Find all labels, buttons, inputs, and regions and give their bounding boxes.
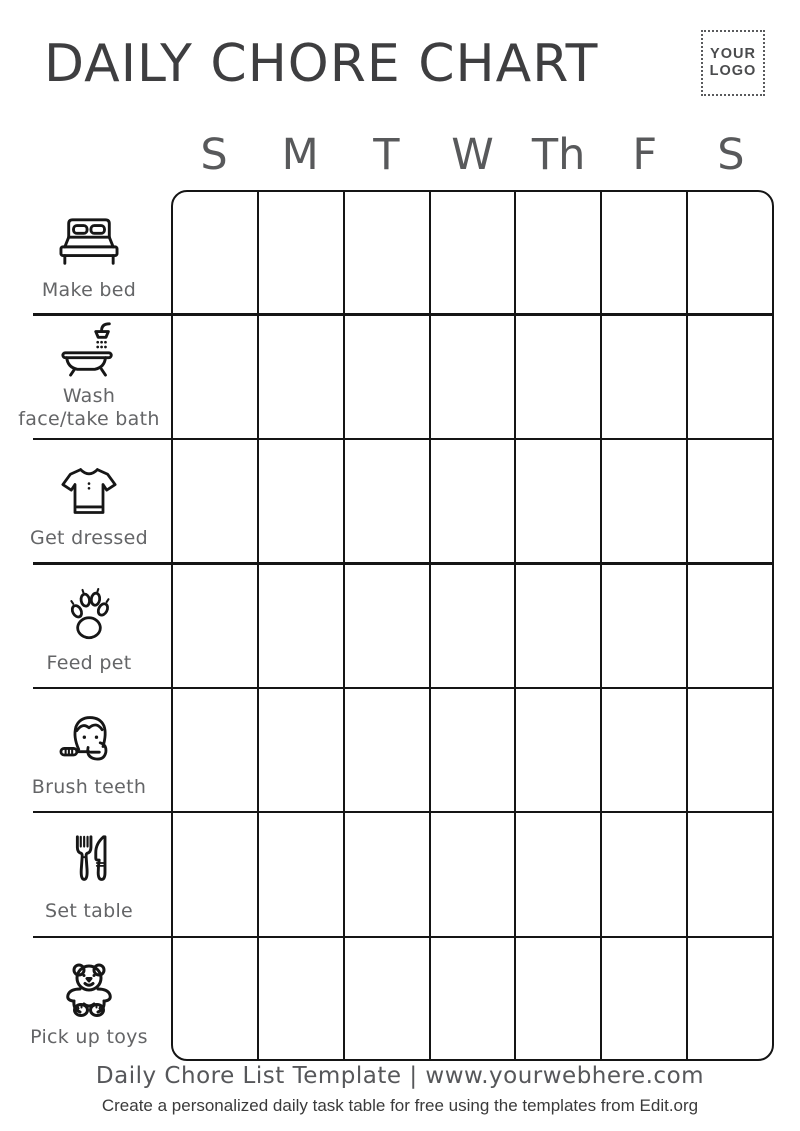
chore-cell-make-bed-col3[interactable]	[345, 192, 429, 316]
chore-cell-get-dressed-col2[interactable]	[259, 440, 343, 564]
chore-cell-brush-teeth-col1[interactable]	[173, 687, 257, 811]
chore-row-make-bed	[8, 190, 170, 314]
chore-cell-make-bed-col1[interactable]	[173, 192, 257, 316]
day-label-thursday: Th	[531, 130, 586, 180]
chore-cell-feed-pet-col6[interactable]	[602, 564, 686, 688]
chore-cell-set-table-col6[interactable]	[602, 811, 686, 935]
chore-cell-set-table-col2[interactable]	[259, 811, 343, 935]
chore-cell-wash-face-col4[interactable]	[431, 316, 515, 440]
chore-cell-brush-teeth-col4[interactable]	[431, 687, 515, 811]
day-column-4	[431, 192, 517, 1059]
logo-text	[710, 46, 757, 81]
chore-label: Get dressed	[30, 526, 148, 549]
chore-cell-feed-pet-col5[interactable]	[516, 564, 600, 688]
chore-cell-get-dressed-col1[interactable]	[173, 440, 257, 564]
chore-cell-pick-up-toys-col7[interactable]	[688, 935, 772, 1059]
chore-cell-wash-face-col2[interactable]	[259, 316, 343, 440]
chore-cell-set-table-col7[interactable]	[688, 811, 772, 935]
chore-cell-get-dressed-col6[interactable]	[602, 440, 686, 564]
chore-cell-brush-teeth-col5[interactable]	[516, 687, 600, 811]
chore-cell-brush-teeth-col7[interactable]	[688, 687, 772, 811]
tooth-brushing-face-icon	[55, 711, 123, 769]
chore-cell-set-table-col1[interactable]	[173, 811, 257, 935]
day-column-3	[345, 192, 431, 1059]
day-column-1	[173, 192, 259, 1059]
row-divider	[33, 313, 773, 315]
chore-cell-get-dressed-col3[interactable]	[345, 440, 429, 564]
chore-row-get-dressed	[8, 438, 170, 562]
row-divider	[33, 936, 773, 938]
chore-cell-set-table-col4[interactable]	[431, 811, 515, 935]
fork-knife-icon	[65, 831, 113, 893]
row-divider	[33, 687, 773, 689]
day-label-monday: M	[281, 130, 319, 180]
chore-label: Set table	[44, 899, 134, 922]
chore-cell-pick-up-toys-col5[interactable]	[516, 935, 600, 1059]
day-column-7	[688, 192, 772, 1059]
bed-icon	[51, 214, 127, 272]
day-header-row	[171, 122, 774, 186]
logo-line1: YOUR	[710, 45, 756, 62]
chore-row-wash-face	[8, 314, 170, 438]
chore-cell-wash-face-col6[interactable]	[602, 316, 686, 440]
chore-cell-make-bed-col2[interactable]	[259, 192, 343, 316]
logo-line2: LOGO	[709, 63, 757, 79]
chore-cell-make-bed-col7[interactable]	[688, 192, 772, 316]
bathtub-shower-icon	[55, 318, 123, 378]
chore-label	[18, 385, 159, 430]
chore-cell-make-bed-col4[interactable]	[431, 192, 515, 316]
chore-cell-wash-face-col7[interactable]	[688, 316, 772, 440]
footer-template-line: Daily Chore List Template | www.yourwebhere.com	[95, 1063, 705, 1089]
chore-cell-set-table-col5[interactable]	[516, 811, 600, 935]
chore-cell-get-dressed-col7[interactable]	[688, 440, 772, 564]
chore-cell-wash-face-col5[interactable]	[516, 316, 600, 440]
chore-row-set-table	[8, 811, 170, 935]
day-label-wednesday: W	[451, 130, 494, 180]
chore-cell-feed-pet-col4[interactable]	[431, 564, 515, 688]
chore-cell-feed-pet-col1[interactable]	[173, 564, 257, 688]
day-label-sunday: S	[200, 130, 228, 180]
chore-cell-brush-teeth-col3[interactable]	[345, 687, 429, 811]
page-title: DAILY CHORE CHART	[44, 34, 599, 94]
chore-cell-feed-pet-col3[interactable]	[345, 564, 429, 688]
chore-row-pick-up-toys	[8, 936, 170, 1061]
chore-grid	[171, 190, 774, 1061]
chore-cell-wash-face-col3[interactable]	[345, 316, 429, 440]
day-column-5	[516, 192, 602, 1059]
paw-print-icon	[63, 585, 115, 645]
chore-label: Brush teeth	[31, 775, 147, 798]
chore-cell-feed-pet-col2[interactable]	[259, 564, 343, 688]
chore-cell-wash-face-col1[interactable]	[173, 316, 257, 440]
chore-cell-pick-up-toys-col3[interactable]	[345, 935, 429, 1059]
row-divider	[33, 562, 773, 564]
row-divider	[33, 438, 773, 440]
day-label-friday: F	[632, 130, 658, 180]
day-column-2	[259, 192, 345, 1059]
chore-row-brush-teeth	[8, 687, 170, 811]
chore-cell-brush-teeth-col2[interactable]	[259, 687, 343, 811]
chore-cell-pick-up-toys-col6[interactable]	[602, 935, 686, 1059]
chore-cell-brush-teeth-col6[interactable]	[602, 687, 686, 811]
chore-cell-set-table-col3[interactable]	[345, 811, 429, 935]
chore-label: Make bed	[41, 278, 137, 301]
chore-cell-pick-up-toys-col4[interactable]	[431, 935, 515, 1059]
chore-cell-make-bed-col5[interactable]	[516, 192, 600, 316]
chore-cell-feed-pet-col7[interactable]	[688, 564, 772, 688]
chore-cell-get-dressed-col5[interactable]	[516, 440, 600, 564]
chore-cell-pick-up-toys-col1[interactable]	[173, 935, 257, 1059]
chore-cell-make-bed-col6[interactable]	[602, 192, 686, 316]
chore-cell-pick-up-toys-col2[interactable]	[259, 935, 343, 1059]
teddy-bear-icon	[57, 959, 121, 1019]
day-label-tuesday: T	[373, 130, 400, 180]
logo-placeholder[interactable]	[701, 30, 765, 96]
chore-label-line2: face/take bath	[18, 407, 160, 430]
footer-credit-line: Create a personalized daily task table for free using the templates from Edit.org	[101, 1096, 699, 1115]
chore-row-feed-pet	[8, 563, 170, 687]
chore-label-line1: Wash	[62, 385, 116, 408]
row-divider	[33, 811, 773, 813]
chore-label: Pick up toys	[30, 1025, 148, 1048]
day-column-6	[602, 192, 688, 1059]
shirt-icon	[58, 464, 120, 520]
chore-label: Feed pet	[46, 651, 132, 674]
chore-cell-get-dressed-col4[interactable]	[431, 440, 515, 564]
day-label-saturday: S	[717, 130, 745, 180]
